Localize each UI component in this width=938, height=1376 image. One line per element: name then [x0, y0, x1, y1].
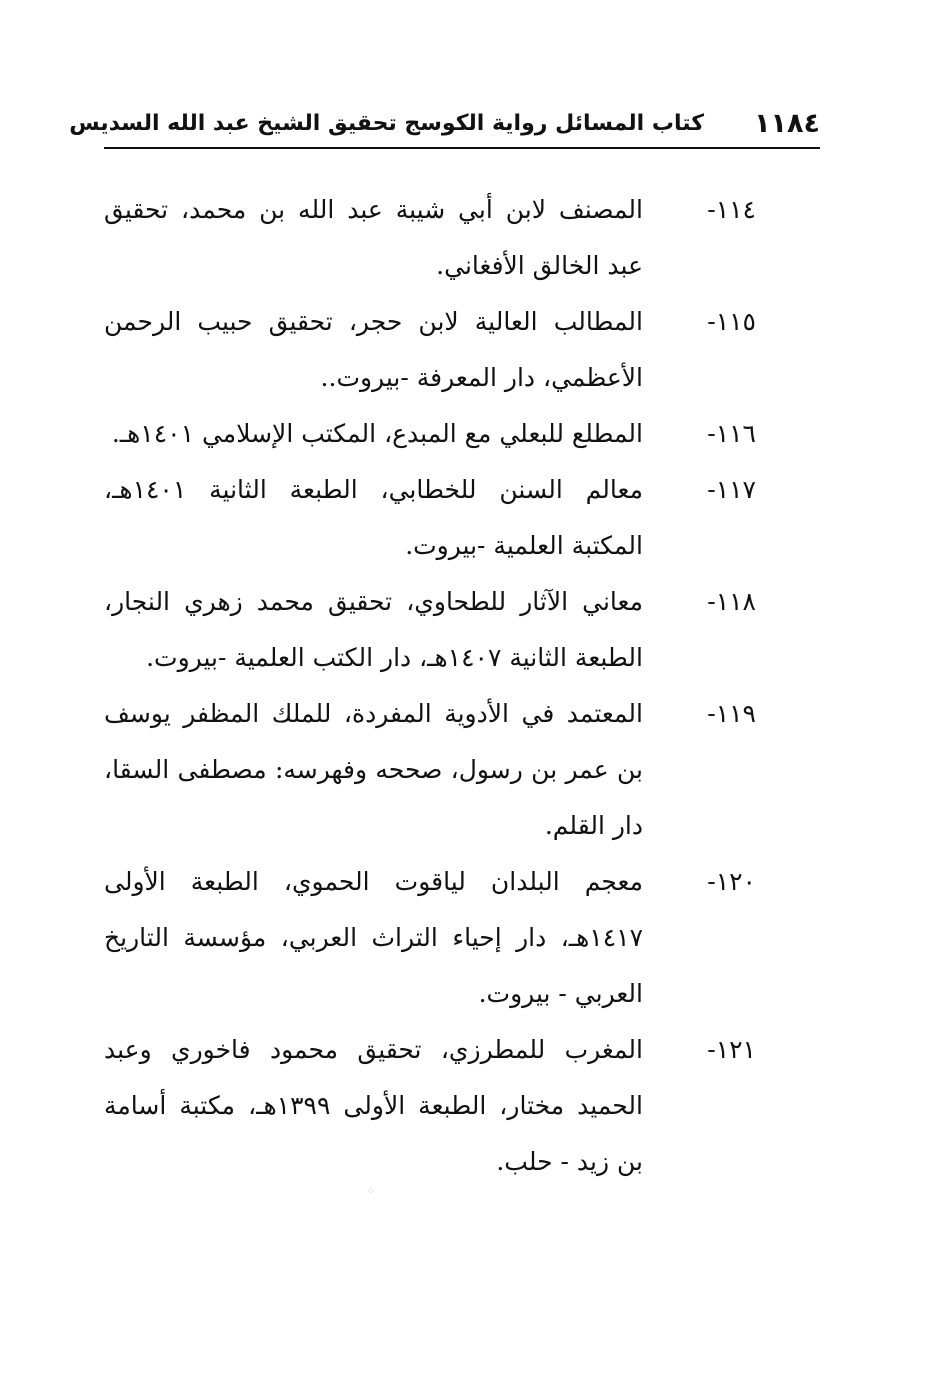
entry-text: معالم السنن للخطابي، الطبعة الثانية ١٤٠١هـ، المكتبة العلمية -بيروت.	[104, 475, 643, 560]
entry-number: ١١٨-	[707, 587, 756, 616]
entry-text: المطالب العالية لابن حجر، تحقيق حبيب الرحمن الأعظمي، دار المعرفة -بيروت..	[104, 307, 643, 392]
bibliography-entry	[104, 686, 756, 854]
entry-number: ١١٤-	[707, 195, 756, 224]
bibliography-entry	[104, 1022, 756, 1190]
entry-number: ١١٩-	[707, 699, 756, 728]
entry-text: المغرب للمطرزي، تحقيق محمود فاخوري وعبد الحميد مختار، الطبعة الأولى ١٣٩٩هـ، مكتبة أسامة بن زيد - حلب.	[104, 1035, 643, 1176]
entry-number: ١٢١-	[707, 1035, 756, 1064]
entry-text: معاني الآثار للطحاوي، تحقيق محمد زهري النجار، الطبعة الثانية ١٤٠٧هـ، دار الكتب العلمية -بيروت.	[104, 587, 643, 672]
header-rule	[104, 147, 820, 149]
bibliography-list	[104, 182, 756, 1190]
bibliography-entry	[104, 854, 756, 1022]
entry-text: المطلع للبعلي مع المبدع، المكتب الإسلامي ١٤٠١هـ.	[111, 419, 643, 448]
bibliography-entry	[104, 294, 756, 406]
page-header	[69, 104, 820, 144]
scan-speck: ⁘	[367, 1187, 375, 1197]
bibliography-entry	[104, 574, 756, 686]
entry-number: ١٢٠-	[707, 867, 756, 896]
entry-text: المصنف لابن أبي شيبة عبد الله بن محمد، تحقيق عبد الخالق الأفغاني.	[104, 195, 643, 280]
entry-number: ١١٦-	[707, 419, 756, 448]
page-number: ١١٨٤	[754, 108, 820, 139]
entry-text: المعتمد في الأدوية المفردة، للملك المظفر يوسف بن عمر بن رسول، صححه وفهرسه: مصطفى السقا، دار القلم.	[104, 699, 643, 840]
entry-number: ١١٧-	[707, 475, 756, 504]
bibliography-entry	[104, 182, 756, 294]
entry-number: ١١٥-	[707, 307, 756, 336]
entry-text: معجم البلدان لياقوت الحموي، الطبعة الأولى ١٤١٧هـ، دار إحياء التراث العربي، مؤسسة التاريخ العربي - بيروت.	[104, 867, 643, 1008]
running-title: كتاب المسائل رواية الكوسج تحقيق الشيخ عبد الله السديس	[69, 111, 704, 136]
bibliography-entry	[104, 406, 756, 462]
bibliography-entry	[104, 462, 756, 574]
